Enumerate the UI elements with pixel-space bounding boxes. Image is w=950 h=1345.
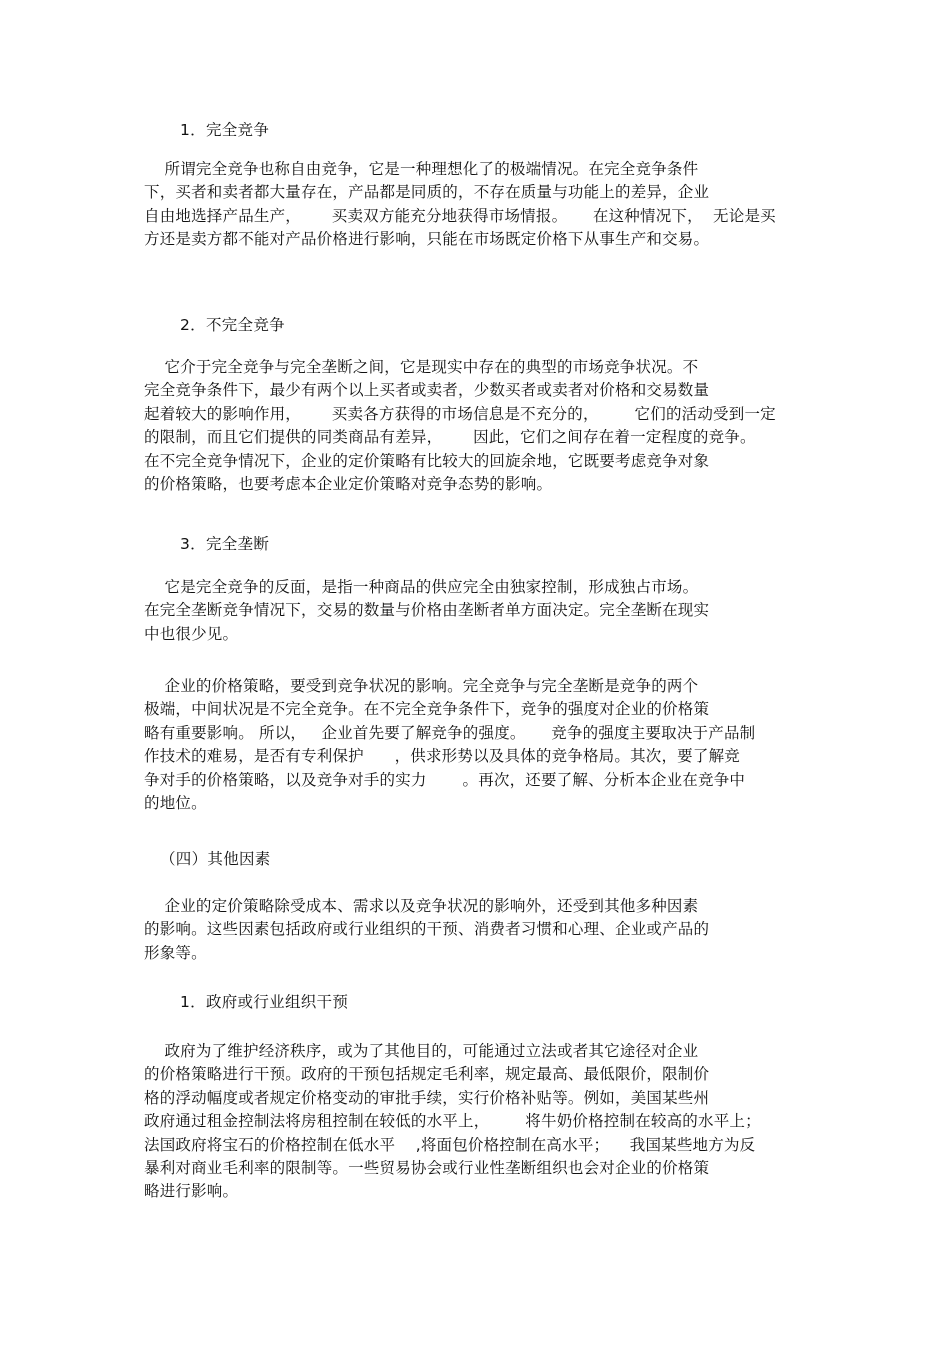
text-line: 暴利对商业毛利率的限制等。一些贸易协会或行业性垄断组织也会对企业的价格策 bbox=[144, 1158, 710, 1177]
text-line: 起着较大的影响作用， 买卖各方获得的市场信息是不充分的， 它们的活动受到一定 bbox=[144, 404, 776, 423]
text-line: 在不完全竞争情况下，企业的定价策略有比较大的回旋余地，它既要考虑竞争对象 bbox=[144, 451, 710, 470]
text-line: 在完全垄断竞争情况下，交易的数量与价格由垄断者单方面决定。完全垄断在现实 bbox=[144, 601, 710, 620]
section-heading-perfect-competition: 1．完全竞争 bbox=[180, 121, 270, 139]
text-line: 政府通过租金控制法将房租控制在较低的水平上， 将牛奶价格控制在较高的水平上； bbox=[144, 1112, 761, 1131]
text-line: 法国政府将宝石的价格控制在低水平 ,将面包价格控制在高水平； 我国某些地方为反 bbox=[144, 1135, 756, 1154]
text-line: 的价格策略，也要考虑本企业定价策略对竞争态势的影响。 bbox=[144, 474, 553, 493]
text-line: 形象等。 bbox=[144, 943, 207, 962]
text-line: 的限制，而且它们提供的同类商品有差异， 因此，它们之间存在着一定程度的竞争。 bbox=[144, 428, 756, 447]
text-line: 中也很少见。 bbox=[144, 624, 239, 643]
text-line: 它是完全竞争的反面，是指一种商品的供应完全由独家控制，形成独占市场。 bbox=[144, 578, 699, 596]
text-line: 作技术的难易，是否有专利保护 ，供求形势以及具体的竞争格局。其次，要了解竞 bbox=[144, 747, 740, 766]
section-heading-monopoly: 3．完全垄断 bbox=[180, 535, 270, 553]
section-heading-other-factors: （四）其他因素 bbox=[160, 850, 271, 868]
text-line: 的影响。这些因素包括政府或行业组织的干预、消费者习惯和心理、企业或产品的 bbox=[144, 920, 710, 939]
text-line: 格的浮动幅度或者规定价格变动的审批手续，实行价格补贴等。例如，美国某些州 bbox=[144, 1088, 710, 1107]
section-heading-government-intervention: 1．政府或行业组织干预 bbox=[180, 993, 349, 1011]
paragraph-other-factors bbox=[144, 895, 824, 965]
text-line: 它介于完全竞争与完全垄断之间，它是现实中存在的典型的市场竞争状况。不 bbox=[144, 358, 699, 376]
text-line: 所谓完全竞争也称自由竞争，它是一种理想化了的极端情况。在完全竞争条件 bbox=[144, 160, 699, 178]
paragraph-imperfect-competition bbox=[144, 356, 824, 496]
text-line: 企业的价格策略，要受到竞争状况的影响。完全竞争与完全垄断是竞争的两个 bbox=[144, 677, 699, 695]
text-line: 略进行影响。 bbox=[144, 1182, 239, 1201]
paragraph-competition-strength bbox=[144, 675, 824, 815]
text-line: 略有重要影响。 所以， 企业首先要了解竞争的强度。 竞争的强度主要取决于产品制 bbox=[144, 723, 756, 742]
text-line: 的价格策略进行干预。政府的干预包括规定毛利率，规定最高、最低限价，限制价 bbox=[144, 1065, 710, 1084]
text-line: 自由地选择产品生产， 买卖双方能充分地获得市场情报。 在这种情况下， 无论是买 bbox=[144, 206, 776, 225]
text-line: 争对手的价格策略，以及竞争对手的实力 。再次，还要了解、分析本企业在竞争中 bbox=[144, 770, 746, 789]
text-line: 极端，中间状况是不完全竞争。在不完全竞争条件下，竞争的强度对企业的价格策 bbox=[144, 700, 710, 719]
paragraph-monopoly bbox=[144, 576, 824, 646]
text-line: 方还是卖方都不能对产品价格进行影响，只能在市场既定价格下从事生产和交易。 bbox=[144, 230, 710, 249]
section-heading-imperfect-competition: 2．不完全竞争 bbox=[180, 316, 285, 334]
text-line: 的地位。 bbox=[144, 793, 207, 812]
text-line: 企业的定价策略除受成本、需求以及竞争状况的影响外，还受到其他多种因素 bbox=[144, 897, 699, 915]
text-line: 下，买者和卖者都大量存在，产品都是同质的，不存在质量与功能上的差异，企业 bbox=[144, 183, 710, 202]
text-line: 政府为了维护经济秩序，或为了其他目的，可能通过立法或者其它途径对企业 bbox=[144, 1042, 699, 1060]
text-line: 完全竞争条件下，最少有两个以上买者或卖者，少数买者或卖者对价格和交易数量 bbox=[144, 381, 710, 400]
paragraph-perfect-competition bbox=[144, 158, 824, 252]
paragraph-government-intervention bbox=[144, 1040, 824, 1204]
